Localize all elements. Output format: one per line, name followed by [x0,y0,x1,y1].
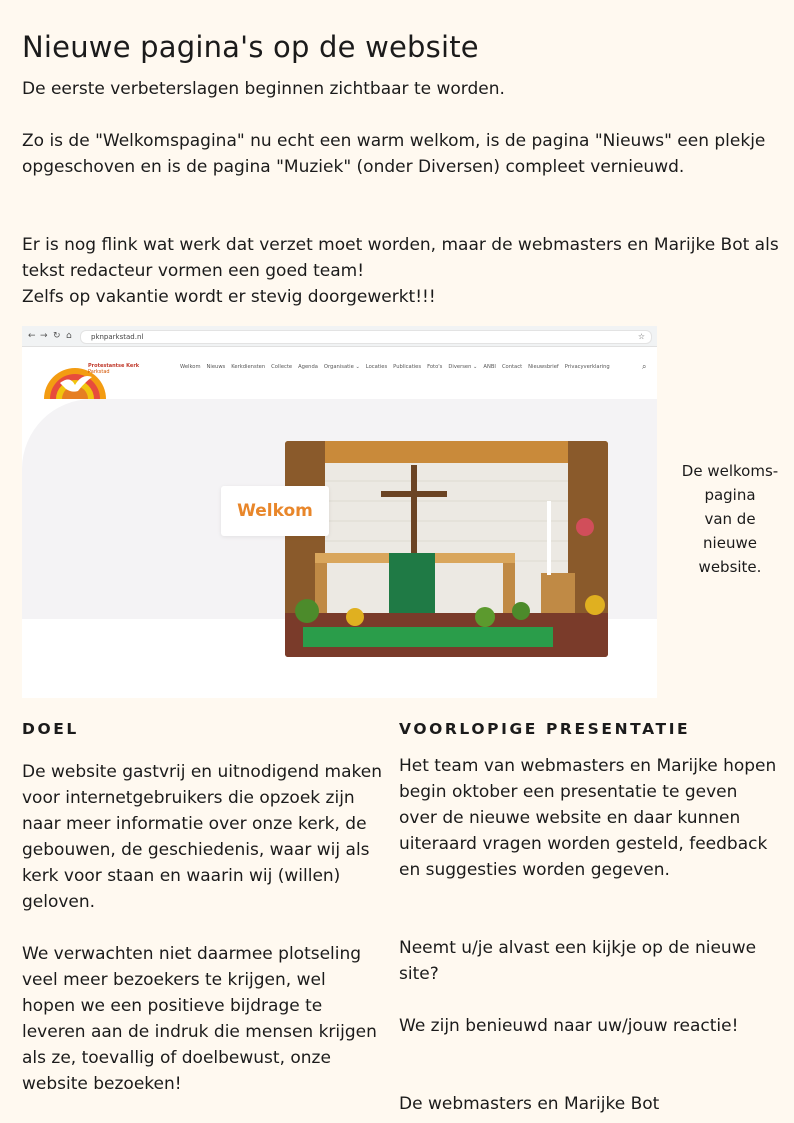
reload-icon: ↻ [53,331,61,341]
logo-text: Protestantse Kerk [88,363,140,369]
menu-item: Nieuwsbrief [528,364,559,370]
presentatie-paragraph-3: We zijn benieuwd naar uw/jouw reactie! [399,1016,739,1036]
back-icon: ← [28,331,36,341]
intro-paragraph-2: Zo is de "Welkomspagina" nu echt een warm welkom, is de pagina "Nieuws" een plekje opgeschoven en is de pagina "Muziek" (onder Diversen) compleet vernieuwd. [22,131,766,177]
menu-item: Publicaties [393,364,422,370]
church-interior-photo [285,441,608,657]
menu-item: Agenda [298,364,318,370]
image-caption: De welkoms- pagina van de nieuwe website. [681,462,779,576]
menu-item: Foto's [427,364,443,370]
forward-icon: → [40,331,48,341]
doel-paragraph-2: We verwachten niet daarmee plotseling veel meer bezoekers te krijgen, wel hopen we een positieve bijdrage te leveren aan de indruk die mensen krijgen als ze, toevallig of doelbewust, onze website bezoeken! [22,944,377,1094]
menu-item: Collecte [271,364,293,370]
website-screenshot [22,326,657,698]
address-bar [80,330,652,344]
presentatie-heading: VOORLOPIGE PRESENTATIE [399,720,691,738]
welkom-heading: Welkom [237,501,313,521]
menu-item: Diversen ⌄ [448,364,478,370]
doel-heading: DOEL [22,720,79,738]
presentatie-paragraph-2: Neemt u/je alvast een kijkje op de nieuwe site? [399,938,757,984]
menu-item: Organisatie ⌄ [323,364,360,370]
doel-paragraph-1: De website gastvrij en uitnodigend maken voor internetgebruikers die opzoek zijn naar meer informatie over onze kerk, de gebouwen, de geschiedenis, waar wij als kerk voor staan en waarin wij (willen) geloven. [22,762,383,912]
welkom-card [221,486,329,536]
star-icon: ☆ [637,332,645,341]
intro-paragraph-3: Er is nog flink wat werk dat verzet moet worden, maar de webmasters en Marijke Bot als tekst redacteur vormen een goed team! Zelfs op vakantie wordt er stevig doorgewerkt!!! [22,235,779,307]
site-header [22,347,657,399]
menu-item: Kerkdiensten [231,364,266,370]
site-menu [180,364,610,370]
menu-item: Nieuws [206,364,226,370]
browser-toolbar [22,326,657,347]
menu-item: Contact [501,364,523,370]
menu-item: Welkom [180,364,201,370]
search-icon: ⌕ [642,362,647,371]
intro-paragraph-1: De eerste verbeterslagen beginnen zichtbaar te worden. [22,79,505,99]
presentatie-signature: De webmasters en Marijke Bot [399,1094,660,1114]
logo-subtext: Parkstad [88,369,110,375]
page-title: Nieuwe pagina's op de website [22,30,479,64]
menu-item: ANBI [483,364,496,370]
menu-item: Locaties [365,364,388,370]
home-icon: ⌂ [66,331,72,341]
url-text: pknparkstad.nl [91,333,144,341]
menu-item: Privacyverklaring [564,364,610,370]
presentatie-paragraph-1: Het team van webmasters en Marijke hopen begin oktober een presentatie te geven over de nieuwe website en daar kunnen uiteraard vragen worden gesteld, feedback en suggesties worden gegeven. [399,756,777,880]
